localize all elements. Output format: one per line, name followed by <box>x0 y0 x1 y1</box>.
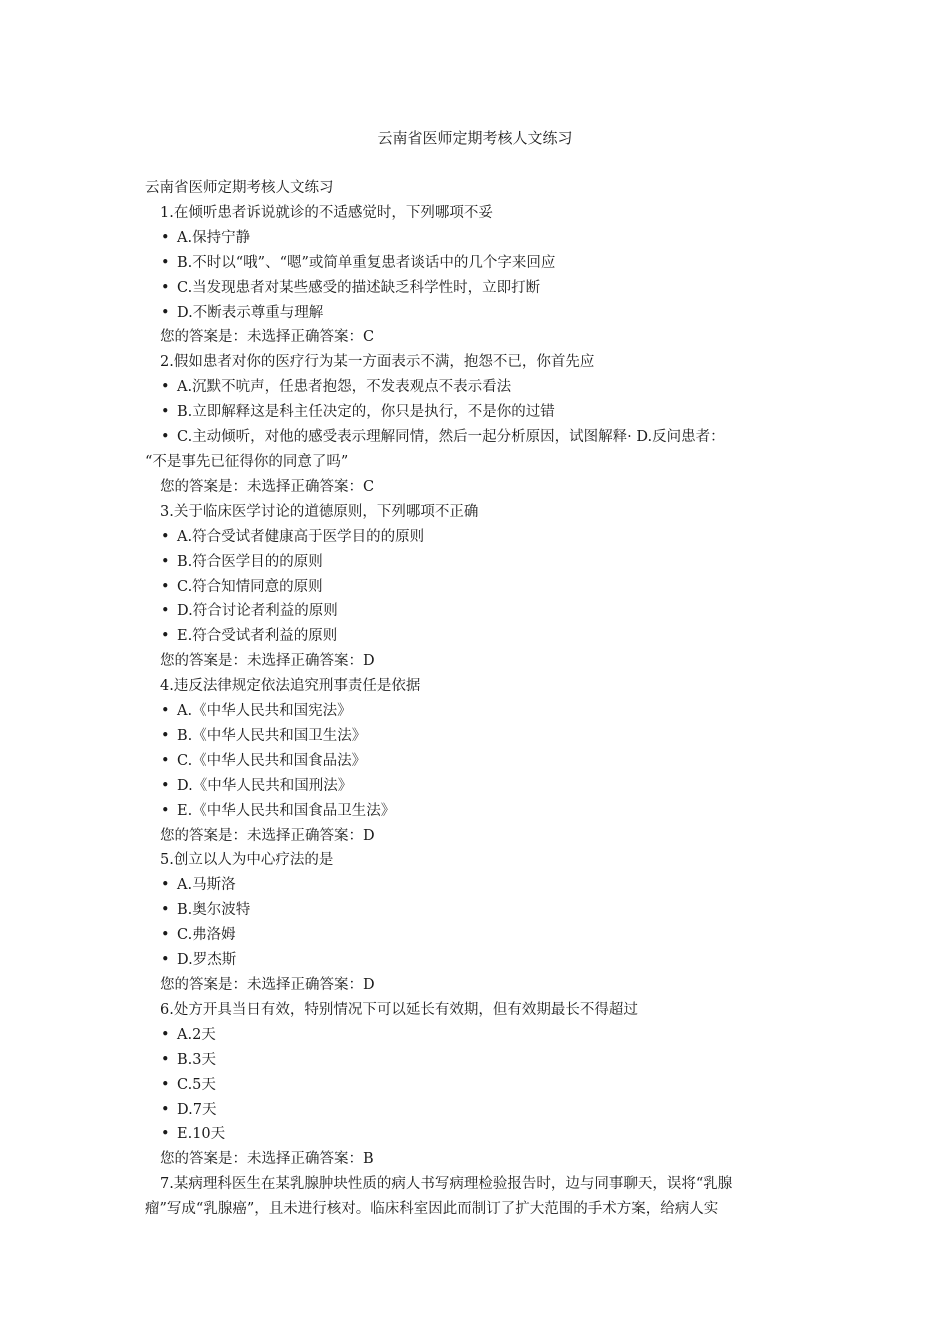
bullet-icon: • <box>161 1076 170 1093</box>
option-item <box>145 624 810 649</box>
document-subtitle: 云南省医师定期考核人文练习 <box>145 180 334 196</box>
question-text: 3.关于临床医学讨论的道德原则，下列哪项不正确 <box>160 503 479 520</box>
option-item <box>145 1098 810 1123</box>
bullet-icon: • <box>161 229 170 246</box>
option-item <box>145 948 810 973</box>
document-body <box>145 176 810 1222</box>
option-text: C.《中华人民共和国食品法》 <box>177 752 367 769</box>
bullet-icon: • <box>161 1051 170 1068</box>
question-3 <box>145 500 810 674</box>
option-text: E.符合受试者利益的原则 <box>177 628 338 645</box>
option-item <box>145 1048 810 1073</box>
question-2 <box>145 350 810 499</box>
option-text: D.罗杰斯 <box>177 952 237 969</box>
bullet-icon: • <box>161 304 170 321</box>
bullet-icon: • <box>161 727 170 744</box>
option-text: A.2天 <box>177 1026 216 1043</box>
option-text: E.10天 <box>177 1126 226 1143</box>
answer-line: 您的答案是：未选择正确答案：D <box>160 653 375 670</box>
option-text: D.7天 <box>177 1101 217 1118</box>
option-item <box>145 375 810 400</box>
question-text: 4.违反法律规定依法追究刑事责任是依据 <box>160 678 421 695</box>
option-text: B.《中华人民共和国卫生法》 <box>177 727 367 744</box>
bullet-icon: • <box>161 902 170 919</box>
question-text: 7.某病理科医生在某乳腺肿块性质的病人书写病理检验报告时，边与同事聊天，误将“乳腺 <box>160 1176 733 1193</box>
option-text: D.不断表示尊重与理解 <box>177 304 324 321</box>
option-item <box>145 699 810 724</box>
option-item <box>145 251 810 276</box>
bullet-icon: • <box>161 927 170 944</box>
option-text: C.当发现患者对某些感受的描述缺乏科学性时，立即打断 <box>177 279 541 296</box>
answer-line: 您的答案是：未选择正确答案：C <box>160 329 375 346</box>
bullet-icon: • <box>161 603 170 620</box>
question-6 <box>145 998 810 1172</box>
question-7 <box>145 1172 810 1222</box>
option-item <box>145 724 810 749</box>
option-text: B.奥尔波特 <box>177 902 251 919</box>
answer-line: 您的答案是：未选择正确答案：D <box>160 977 375 993</box>
question-text: 6.处方开具当日有效，特别情况下可以延长有效期，但有效期最长不得超过 <box>160 1001 638 1018</box>
option-text: B.不时以“哦”、“嗯”或简单重复患者谈话中的几个字来回应 <box>177 254 556 271</box>
option-item <box>145 525 810 550</box>
option-item <box>145 898 810 923</box>
option-text: A.《中华人民共和国宪法》 <box>177 703 352 720</box>
option-item <box>145 400 810 425</box>
bullet-icon: • <box>161 429 170 446</box>
question-1 <box>145 201 810 350</box>
option-text: C.5天 <box>177 1076 216 1093</box>
option-text: D.符合讨论者利益的原则 <box>177 603 338 620</box>
bullet-icon: • <box>161 1026 170 1043</box>
bullet-icon: • <box>161 1101 170 1118</box>
option-continuation: “不是事先已征得你的同意了吗” <box>145 453 349 470</box>
bullet-icon: • <box>161 1126 170 1143</box>
option-text: A.保持宁静 <box>177 229 251 246</box>
option-text: D.《中华人民共和国刑法》 <box>177 777 353 794</box>
question-5 <box>145 848 810 997</box>
bullet-icon: • <box>161 877 170 894</box>
option-item <box>145 425 810 450</box>
option-text: C.主动倾听，对他的感受表示理解同情，然后一起分析原因，试图解释· D.反问患者： <box>177 429 725 446</box>
bullet-icon: • <box>161 279 170 296</box>
bullet-icon: • <box>161 578 170 595</box>
answer-line: 您的答案是：未选择正确答案：C <box>160 478 375 495</box>
option-text: A.沉默不吭声，任患者抱怨，不发表观点不表示看法 <box>177 379 512 396</box>
bullet-icon: • <box>161 528 170 545</box>
bullet-icon: • <box>161 802 170 819</box>
option-item <box>145 226 810 251</box>
bullet-icon: • <box>161 254 170 271</box>
option-text: A.符合受试者健康高于医学目的的原则 <box>177 528 425 545</box>
option-item <box>145 575 810 600</box>
bullet-icon: • <box>161 379 170 396</box>
option-item <box>145 873 810 898</box>
answer-line: 您的答案是：未选择正确答案：D <box>160 827 375 844</box>
option-text: A.马斯洛 <box>177 877 236 894</box>
option-item <box>145 1023 810 1048</box>
option-item <box>145 301 810 326</box>
bullet-icon: • <box>161 777 170 794</box>
question-continuation: 瘤”写成“乳腺癌”，且未进行核对。临床科室因此而制订了扩大范围的手术方案，给病人实 <box>145 1201 719 1218</box>
bullet-icon: • <box>161 404 170 421</box>
bullet-icon: • <box>161 553 170 570</box>
question-text: 5.创立以人为中心疗法的是 <box>160 852 334 869</box>
option-item <box>145 923 810 948</box>
option-item <box>145 749 810 774</box>
answer-line: 您的答案是：未选择正确答案：B <box>160 1151 374 1168</box>
bullet-icon: • <box>161 628 170 645</box>
option-item <box>145 599 810 624</box>
option-item <box>145 1073 810 1098</box>
option-text: B.立即解释这是科主任决定的，你只是执行，不是你的过错 <box>177 404 555 421</box>
document-title: 云南省医师定期考核人文练习 <box>377 129 573 147</box>
option-item <box>145 550 810 575</box>
bullet-icon: • <box>161 703 170 720</box>
option-text: C.符合知情同意的原则 <box>177 578 323 595</box>
question-text: 2.假如患者对你的医疗行为某一方面表示不满，抱怨不已，你首先应 <box>160 354 595 371</box>
bullet-icon: • <box>161 752 170 769</box>
option-item <box>145 774 810 799</box>
question-text: 1.在倾听患者诉说就诊的不适感觉时，下列哪项不妥 <box>160 204 493 221</box>
option-text: B.3天 <box>177 1051 216 1068</box>
question-4 <box>145 674 810 848</box>
option-item <box>145 276 810 301</box>
option-item <box>145 799 810 824</box>
bullet-icon: • <box>161 952 170 969</box>
option-item <box>145 1122 810 1147</box>
option-text: E.《中华人民共和国食品卫生法》 <box>177 802 396 819</box>
option-text: C.弗洛姆 <box>177 927 236 944</box>
option-text: B.符合医学目的的原则 <box>177 553 323 570</box>
